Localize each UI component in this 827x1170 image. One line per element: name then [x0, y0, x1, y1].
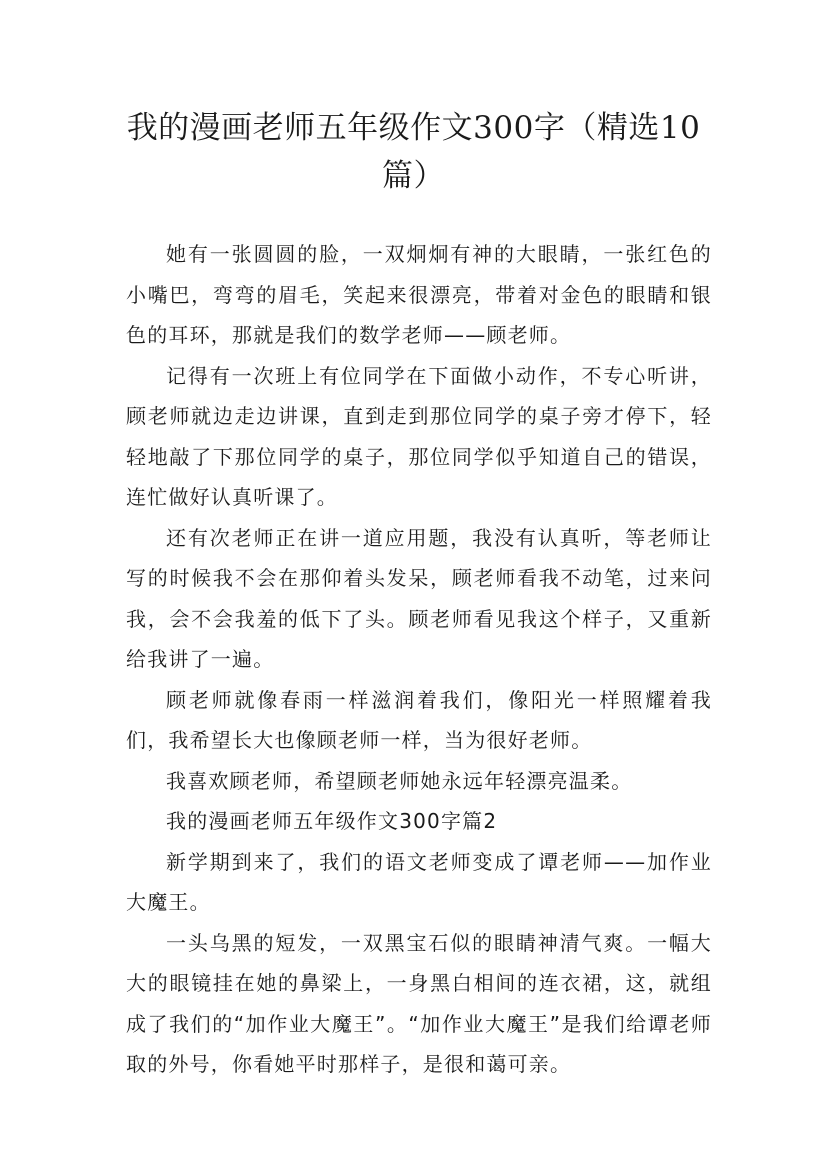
paragraph: 我喜欢顾老师，希望顾老师她永远年轻漂亮温柔。 [166, 768, 633, 793]
document-title: 我的漫画老师五年级作文300字（精选10篇） [126, 110, 701, 194]
paragraph: 新学期到来了，我们的语文老师变成了谭老师——加作业大魔王。 [126, 849, 712, 914]
paragraph: 还有次老师正在讲一道应用题，我没有认真听，等老师让写的时候我不会在那仰着头发呆，顾老师看我不动笔，过来问我，会不会我羞的低下了头。顾老师看见我这个样子，又重新给我讲了一遍。 [126, 525, 712, 671]
paragraph: 一头乌黑的短发，一双黑宝石似的眼睛神清气爽。一幅大大的眼镜挂在她的鼻梁上，一身黑白相间的连衣裙，这，就组成了我们的“加作业大魔王”。“加作业大魔王”是我们给谭老师取的外号，你看她平时那样子，是很和蔼可亲。 [126, 930, 712, 1076]
section-heading: 我的漫画老师五年级作文300字篇2 [166, 809, 498, 833]
paragraph: 顾老师就像春雨一样滋润着我们，像阳光一样照耀着我们，我希望长大也像顾老师一样，当为很好老师。 [126, 687, 712, 752]
paragraph: 她有一张圆圆的脸，一双炯炯有神的大眼睛，一张红色的小嘴巴，弯弯的眉毛，笑起来很漂亮，带着对金色的眼睛和银色的耳环，那就是我们的数学老师——顾老师。 [126, 242, 712, 347]
document-body [126, 234, 712, 1085]
paragraph: 记得有一次班上有位同学在下面做小动作，不专心听讲，顾老师就边走边讲课，直到走到那位同学的桌子旁才停下，轻轻地敲了下那位同学的桌子，那位同学似乎知道自己的错误，连忙做好认真听课了。 [126, 363, 712, 509]
